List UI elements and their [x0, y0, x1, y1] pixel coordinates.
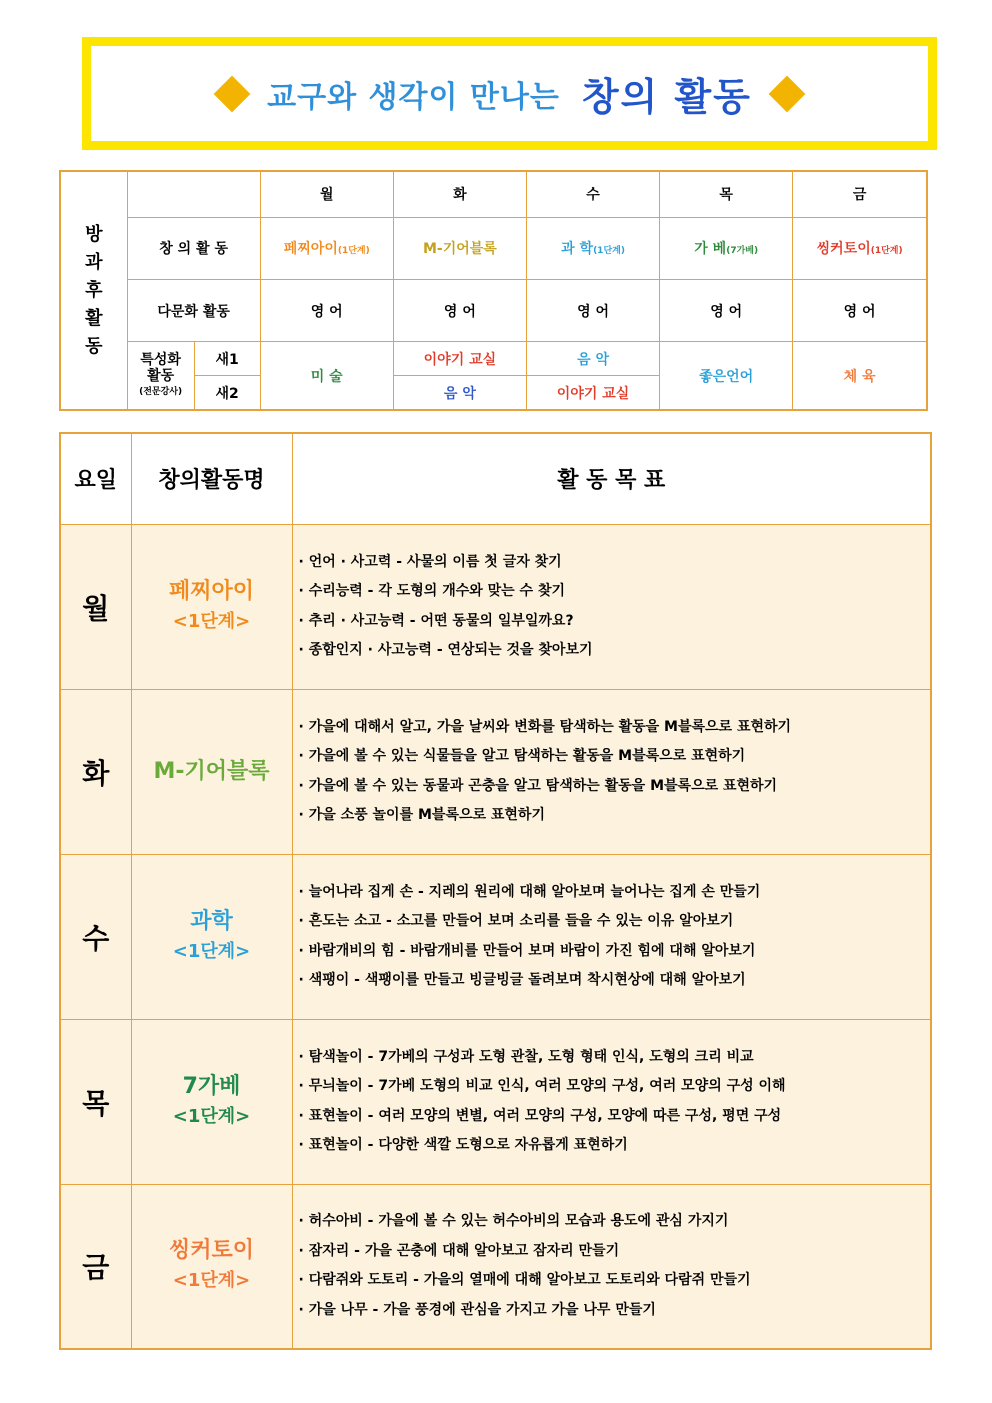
activity-level: <1단계> — [172, 1105, 251, 1127]
day-header-wed: 수 — [526, 171, 659, 217]
sae2-label: 새2 — [194, 376, 260, 410]
list-item: · 추리 · 사고능력 - 어떤 동물의 일부일까요? — [298, 612, 574, 629]
list-item: · 언어 · 사고력 - 사물의 이름 첫 글자 찾기 — [298, 553, 562, 570]
goal-list — [292, 689, 931, 854]
creative-note: (1단계) — [870, 246, 903, 257]
creative-thu — [660, 217, 793, 279]
multicultural-row-label: 다문화 활동 — [127, 279, 260, 341]
goal-day: 금 — [60, 1184, 131, 1349]
side-label-char: 동 — [85, 335, 103, 357]
multicultural-tue: 영 어 — [393, 279, 526, 341]
goals-header-name: 창의활동명 — [131, 433, 292, 524]
goal-list — [292, 524, 931, 689]
list-item: · 다람쥐와 도토리 - 가을의 열매에 대해 알아보고 도토리와 다람쥐 만들기 — [298, 1272, 751, 1289]
goal-activity-name — [131, 1019, 292, 1184]
table-row — [60, 1184, 931, 1349]
goal-activity-name — [131, 854, 292, 1019]
special-thu: 좋은언어 — [660, 342, 793, 410]
goal-list — [292, 854, 931, 1019]
day-header-fri: 금 — [793, 171, 927, 217]
goals-header-row — [60, 433, 931, 524]
activity-level: <1단계> — [172, 610, 251, 632]
diamond-left-icon — [214, 75, 251, 112]
creative-wed — [526, 217, 659, 279]
schedule-table — [59, 170, 928, 411]
creative-note: (1단계) — [593, 246, 625, 257]
goals-header-goal: 활 동 목 표 — [292, 433, 931, 524]
list-item: · 늘어나라 집게 손 - 지레의 원리에 대해 알아보며 늘어나는 집게 손 만들기 — [298, 883, 761, 900]
goal-activity-name — [131, 689, 292, 854]
sae1-label: 새1 — [194, 342, 260, 376]
list-item: · 표현놀이 - 여러 모양의 변별, 여러 모양의 구성, 모양에 따른 구성, 평면 구성 — [298, 1107, 782, 1124]
goal-list — [292, 1184, 931, 1349]
activity-name: 페찌아이 — [168, 578, 254, 604]
table-row — [60, 1019, 931, 1184]
special-fri: 체 육 — [793, 342, 927, 410]
list-item: · 탐색놀이 - 7가베의 구성과 도형 관찰, 도형 형태 인식, 도형의 크리 비교 — [298, 1048, 754, 1065]
list-item: · 무늬놀이 - 7가베 도형의 비교 인식, 여러 모양의 구성, 여러 모양의 구성 이해 — [298, 1078, 786, 1094]
creative-name: M-기어블록 — [422, 241, 497, 258]
creative-note: (7가베) — [726, 246, 759, 257]
title-content — [219, 66, 800, 121]
special-tue-sae1: 이야기 교실 — [393, 342, 526, 376]
creative-tue — [393, 217, 526, 279]
creative-mon — [260, 217, 393, 279]
goal-day: 화 — [60, 689, 131, 854]
table-row — [60, 854, 931, 1019]
multicultural-fri: 영 어 — [793, 279, 927, 341]
special-wed-sae2: 이야기 교실 — [526, 376, 659, 410]
goal-day: 목 — [60, 1019, 131, 1184]
creative-name: 씽커토이 — [816, 241, 871, 258]
creative-note: (1단계) — [337, 246, 370, 257]
side-label-char: 과 — [85, 251, 103, 273]
title-text-part1: 교구와 생각이 만나는 — [267, 79, 560, 115]
goal-day: 월 — [60, 524, 131, 689]
creative-name: 과 학 — [561, 241, 594, 258]
activity-name: 과학 — [190, 908, 233, 934]
day-header-thu: 목 — [660, 171, 793, 217]
goal-activity-name — [131, 1184, 292, 1349]
creative-fri — [793, 217, 927, 279]
special-label: 특성화 활동 — [140, 351, 181, 384]
multicultural-wed: 영 어 — [526, 279, 659, 341]
creative-row-label: 창 의 활 동 — [127, 217, 260, 279]
list-item: · 가을에 대해서 알고, 가을 날씨와 변화를 탐색하는 활동을 M블록으로 표현하기 — [298, 718, 792, 735]
side-label-char: 방 — [85, 223, 103, 245]
goal-list — [292, 1019, 931, 1184]
list-item: · 수리능력 - 각 도형의 개수와 맞는 수 찾기 — [298, 583, 566, 599]
list-item: · 허수아비 - 가을에 볼 수 있는 허수아비의 모습과 용도에 관심 가지기 — [298, 1213, 729, 1230]
day-header-tue: 화 — [393, 171, 526, 217]
special-wed-sae1: 음 악 — [526, 342, 659, 376]
activity-name: M-기어블록 — [153, 758, 270, 784]
list-item: · 색팽이 - 색팽이를 만들고 빙글빙글 돌려보며 착시현상에 대해 알아보기 — [298, 972, 746, 988]
side-label-cell — [60, 171, 127, 410]
goals-header-day: 요일 — [60, 433, 131, 524]
special-sub-label: (전문강사) — [139, 386, 183, 397]
diamond-right-icon — [769, 75, 806, 112]
list-item: · 가을에 볼 수 있는 동물과 곤충을 알고 탐색하는 활동을 M블록으로 표현하기 — [298, 777, 778, 794]
title-banner — [82, 37, 937, 150]
list-item: · 표현놀이 - 다양한 색깔 도형으로 자유롭게 표현하기 — [298, 1137, 628, 1153]
list-item: · 종합인지 · 사고능력 - 연상되는 것을 찾아보기 — [298, 642, 593, 658]
special-row-label — [127, 342, 194, 410]
special-mon: 미 술 — [260, 342, 393, 410]
day-header-mon: 월 — [260, 171, 393, 217]
creative-name: 페찌아이 — [283, 241, 338, 258]
special-tue-sae2: 음 악 — [393, 376, 526, 410]
list-item: · 가을에 볼 수 있는 식물들을 알고 탐색하는 활동을 M블록으로 표현하기 — [298, 748, 746, 764]
list-item: · 가을 소풍 놀이를 M블록으로 표현하기 — [298, 807, 545, 823]
activity-level: <1단계> — [172, 940, 251, 962]
multicultural-thu: 영 어 — [660, 279, 793, 341]
list-item: · 흔도는 소고 - 소고를 만들어 보며 소리를 들을 수 있는 이유 알아보기 — [298, 913, 734, 929]
activity-name: 씽커토이 — [168, 1238, 254, 1264]
multicultural-mon: 영 어 — [260, 279, 393, 341]
table-row — [60, 689, 931, 854]
side-label-char: 후 — [85, 279, 103, 301]
activity-level: <1단계> — [172, 1270, 251, 1292]
list-item: · 가을 나무 - 가을 풍경에 관심을 가지고 가을 나무 만들기 — [298, 1301, 656, 1318]
activity-name: 7가베 — [182, 1073, 241, 1099]
goal-day: 수 — [60, 854, 131, 1019]
corner-cell — [127, 171, 260, 217]
list-item: · 바람개비의 힘 - 바람개비를 만들어 보며 바람이 가진 힘에 대해 알아보기 — [298, 942, 756, 959]
goals-table — [59, 432, 932, 1350]
creative-name: 가 베 — [694, 241, 727, 258]
side-label-char: 활 — [85, 307, 103, 329]
title-text-part2: 창의 활동 — [581, 75, 752, 119]
list-item: · 잠자리 - 가을 곤충에 대해 알아보고 잠자리 만들기 — [298, 1242, 620, 1259]
table-row — [60, 524, 931, 689]
goal-activity-name — [131, 524, 292, 689]
